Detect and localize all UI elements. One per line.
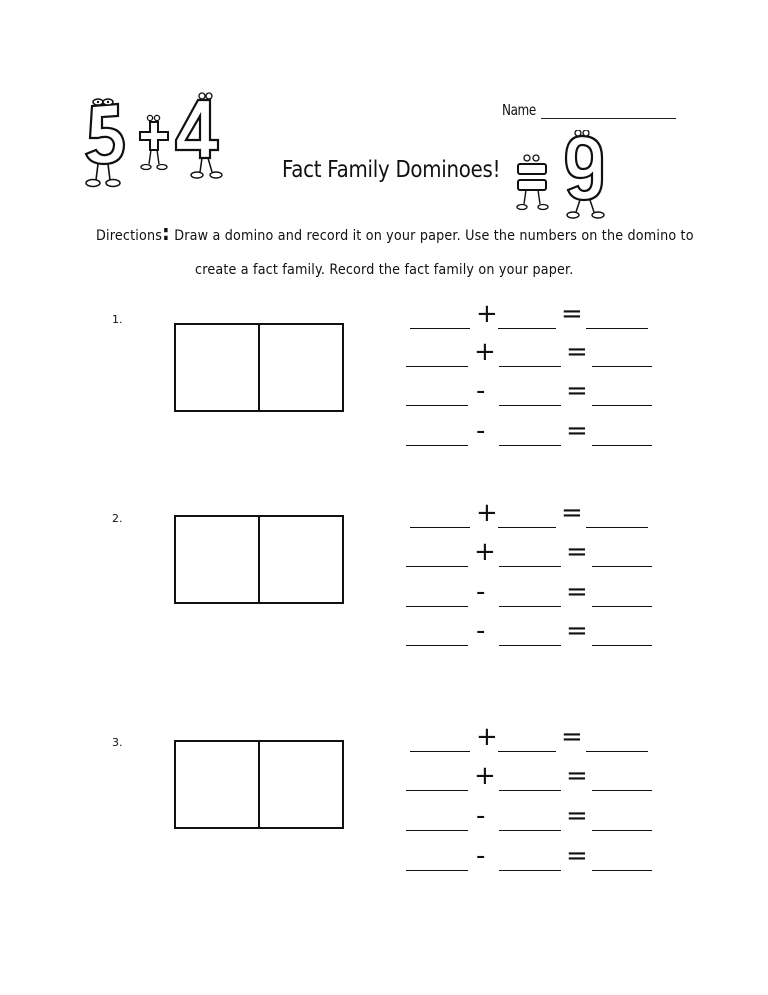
blank-line[interactable]	[499, 870, 561, 871]
blank-line[interactable]	[499, 366, 561, 367]
domino[interactable]	[174, 323, 344, 412]
blank-line[interactable]	[499, 445, 561, 446]
equals-sign: =	[566, 337, 588, 367]
directions-colon: :	[162, 221, 170, 246]
fact-family-row	[404, 498, 654, 533]
equals-sign: =	[566, 416, 588, 446]
blank-line[interactable]	[406, 445, 468, 446]
plus-sign: +	[474, 337, 496, 367]
blank-line[interactable]	[499, 830, 561, 831]
blank-line[interactable]	[586, 751, 648, 752]
plus-sign: +	[474, 761, 496, 791]
plus-sign: +	[476, 722, 498, 752]
minus-sign: -	[476, 416, 486, 446]
blank-line[interactable]	[498, 751, 556, 752]
blank-line[interactable]	[499, 405, 561, 406]
blank-line[interactable]	[592, 405, 652, 406]
blank-line[interactable]	[592, 566, 652, 567]
blank-line[interactable]	[499, 566, 561, 567]
blank-line[interactable]	[406, 790, 468, 791]
name-field[interactable]	[541, 118, 676, 119]
directions-text-1: Draw a domino and record it on your paper. Use the numbers on the domino to	[174, 228, 694, 244]
problem-number: 1.	[112, 313, 123, 326]
blank-line[interactable]	[406, 606, 468, 607]
equals-sign: =	[566, 841, 588, 871]
blank-line[interactable]	[592, 790, 652, 791]
equals-sign: =	[566, 537, 588, 567]
equals-sign: =	[566, 376, 588, 406]
blank-line[interactable]	[592, 366, 652, 367]
domino-left-half[interactable]	[176, 742, 259, 827]
clipart-5-plus-4	[78, 92, 230, 192]
domino-right-half[interactable]	[259, 517, 342, 602]
minus-sign: -	[476, 577, 486, 607]
blank-line[interactable]	[406, 566, 468, 567]
minus-sign: -	[476, 841, 486, 871]
blank-line[interactable]	[499, 606, 561, 607]
fact-family-row	[404, 801, 654, 836]
domino-left-half[interactable]	[176, 517, 259, 602]
domino-right-half[interactable]	[259, 325, 342, 410]
fact-family-row	[404, 299, 654, 334]
domino[interactable]	[174, 740, 344, 829]
blank-line[interactable]	[586, 328, 648, 329]
equals-sign: =	[561, 299, 583, 329]
directions-heading: Directions	[96, 228, 163, 244]
equals-sign: =	[561, 498, 583, 528]
blank-line[interactable]	[592, 606, 652, 607]
equals-sign: =	[566, 616, 588, 646]
blank-line[interactable]	[498, 527, 556, 528]
fact-family-row	[404, 761, 654, 796]
blank-line[interactable]	[592, 445, 652, 446]
minus-sign: -	[476, 616, 486, 646]
fact-family-row	[404, 416, 654, 451]
minus-sign: -	[476, 801, 486, 831]
blank-line[interactable]	[406, 405, 468, 406]
plus-sign: +	[474, 537, 496, 567]
name-label: Name	[502, 101, 536, 119]
blank-line[interactable]	[586, 527, 648, 528]
blank-line[interactable]	[499, 790, 561, 791]
domino[interactable]	[174, 515, 344, 604]
blank-line[interactable]	[499, 645, 561, 646]
directions-line-1	[96, 221, 694, 246]
equals-sign: =	[566, 577, 588, 607]
equals-sign: =	[561, 722, 583, 752]
blank-line[interactable]	[410, 527, 470, 528]
fact-family-row	[404, 537, 654, 572]
problem-number: 3.	[112, 736, 123, 749]
fact-family-row	[404, 616, 654, 651]
fact-family-row	[404, 722, 654, 757]
blank-line[interactable]	[410, 751, 470, 752]
blank-line[interactable]	[406, 366, 468, 367]
minus-sign: -	[476, 376, 486, 406]
domino-left-half[interactable]	[176, 325, 259, 410]
fact-family-row	[404, 376, 654, 411]
page-title: Fact Family Dominoes!	[282, 157, 501, 183]
directions-line-2: create a fact family. Record the fact family on your paper.	[195, 262, 574, 278]
clipart-equals-9	[510, 130, 610, 222]
plus-sign: +	[476, 498, 498, 528]
plus-sign: +	[476, 299, 498, 329]
fact-family-row	[404, 841, 654, 876]
blank-line[interactable]	[406, 830, 468, 831]
blank-line[interactable]	[406, 870, 468, 871]
blank-line[interactable]	[592, 830, 652, 831]
blank-line[interactable]	[410, 328, 470, 329]
blank-line[interactable]	[592, 645, 652, 646]
equals-sign: =	[566, 761, 588, 791]
blank-line[interactable]	[498, 328, 556, 329]
blank-line[interactable]	[592, 870, 652, 871]
fact-family-row	[404, 577, 654, 612]
problem-number: 2.	[112, 512, 123, 525]
fact-family-row	[404, 337, 654, 372]
domino-right-half[interactable]	[259, 742, 342, 827]
equals-sign: =	[566, 801, 588, 831]
blank-line[interactable]	[406, 645, 468, 646]
